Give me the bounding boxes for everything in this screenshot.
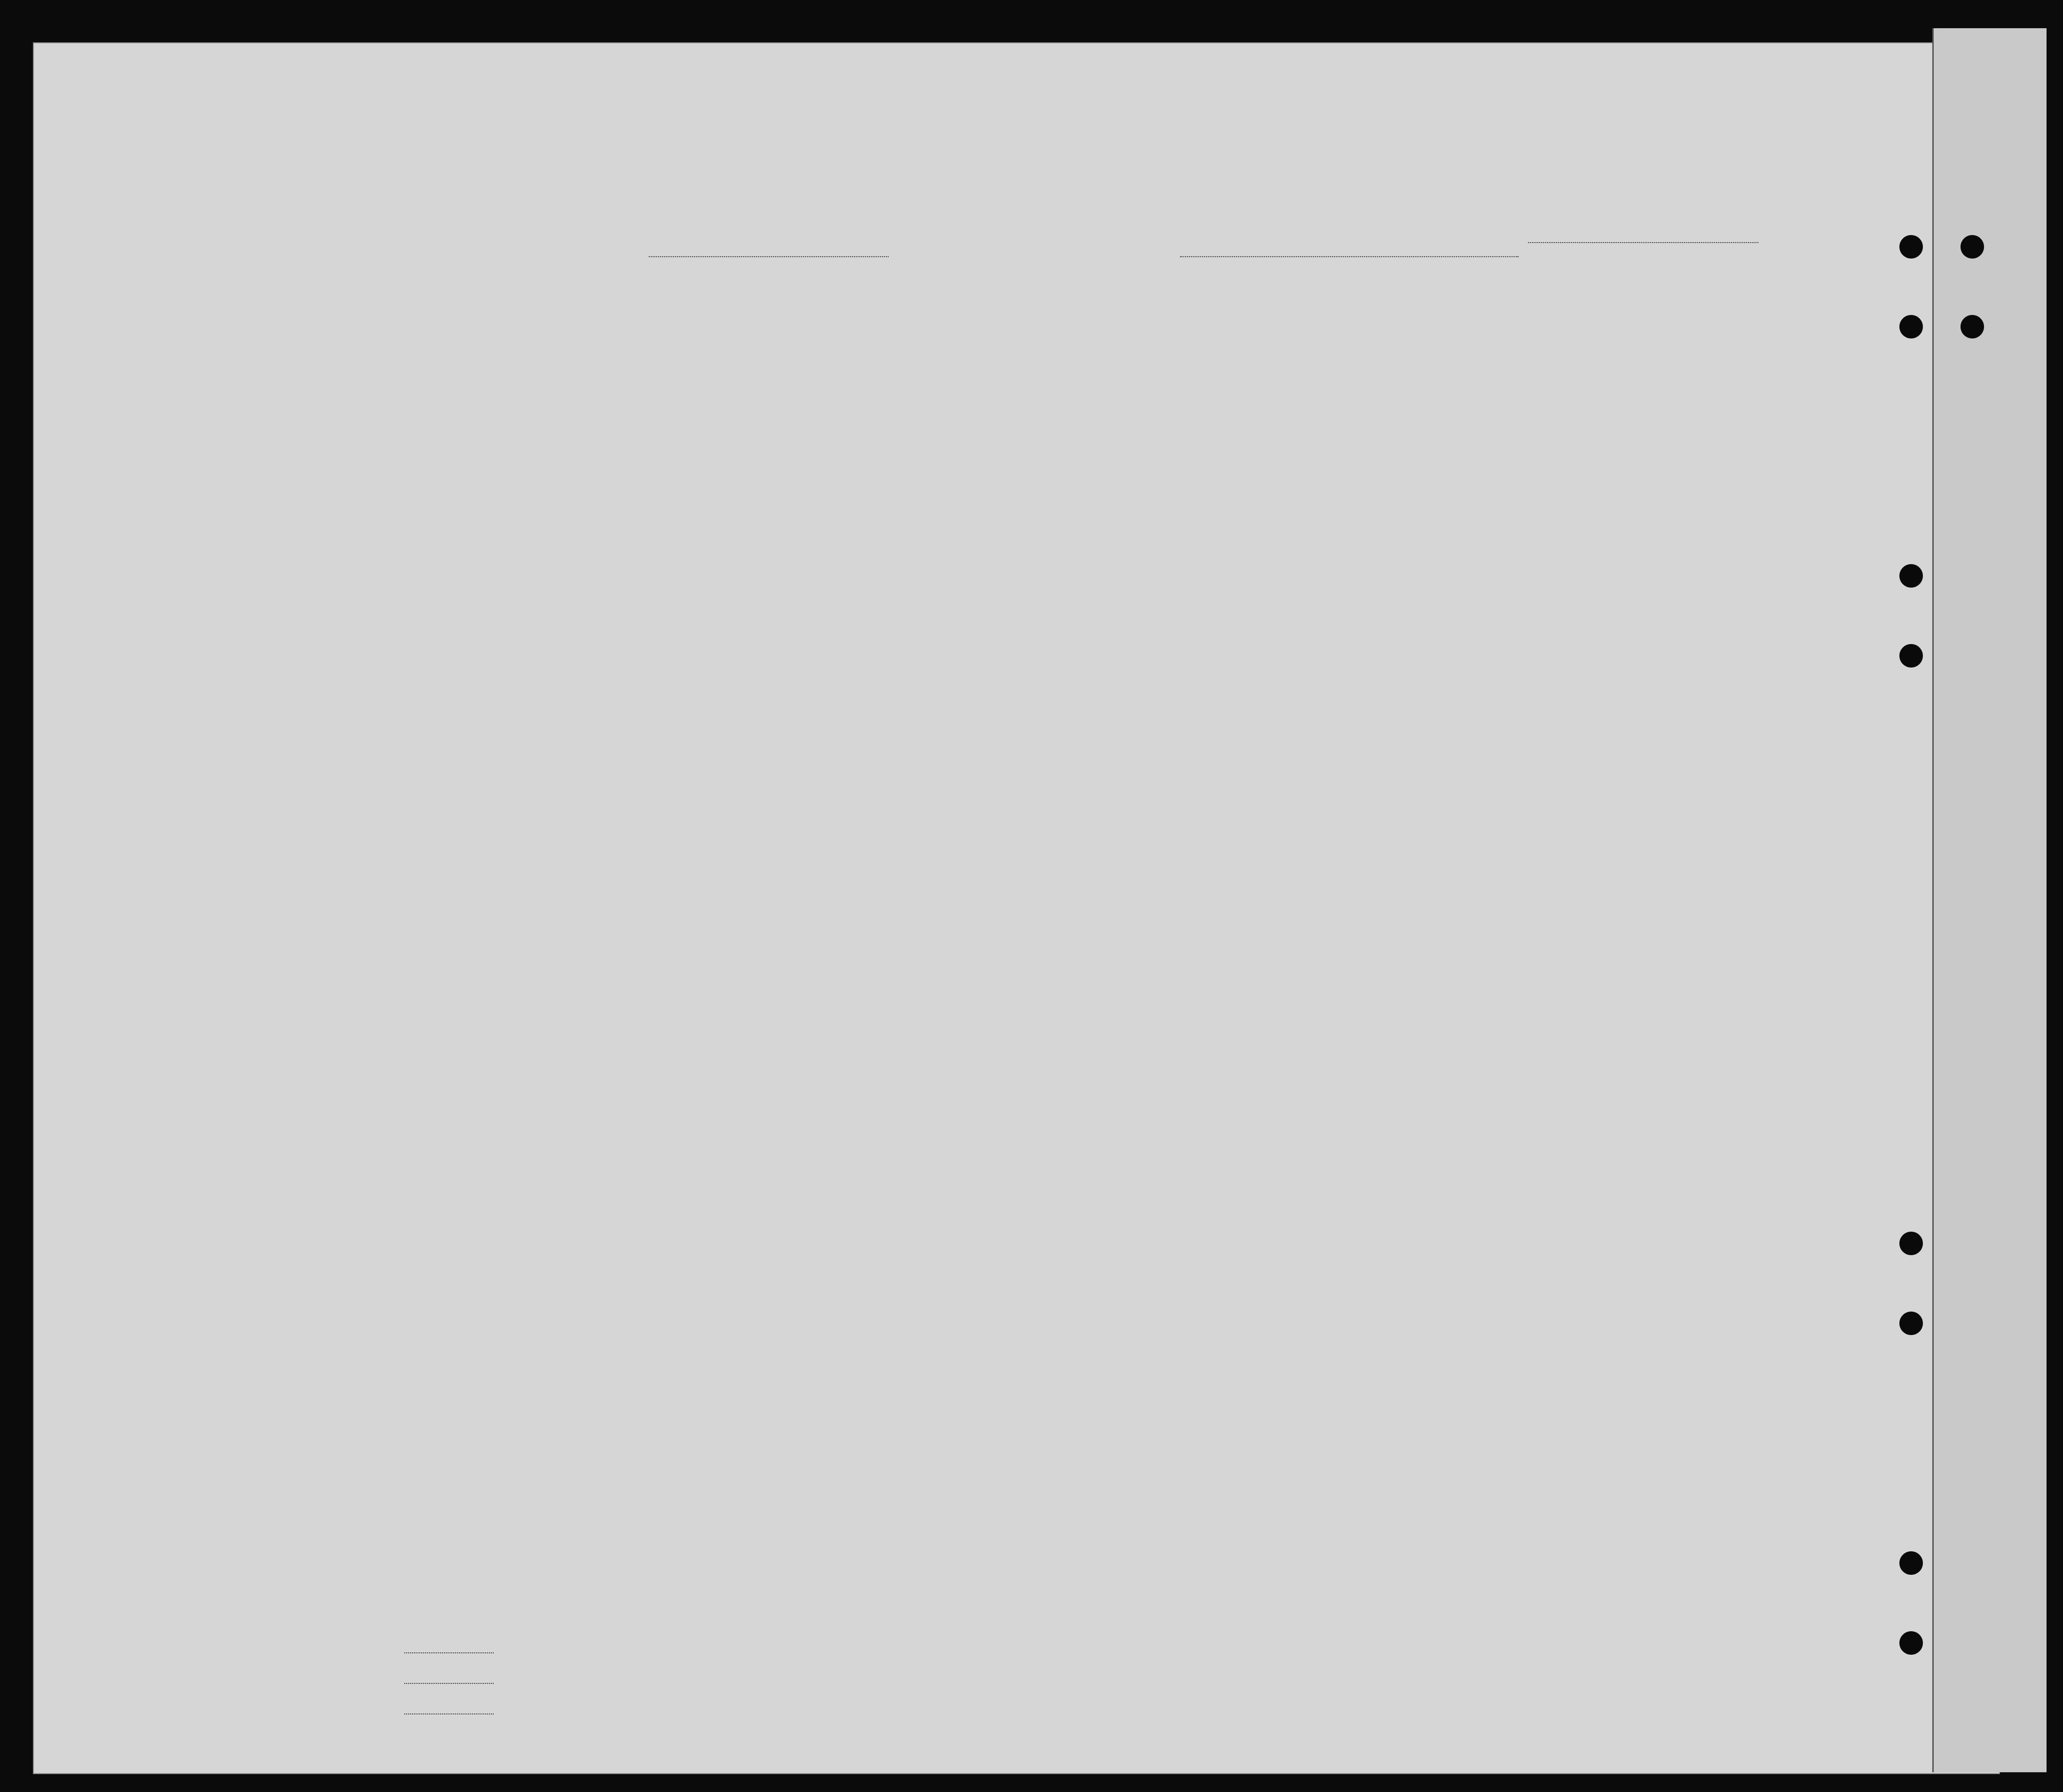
us-line: [404, 1683, 494, 1684]
total-line: [404, 1652, 494, 1653]
aliens-line: [404, 1713, 494, 1714]
